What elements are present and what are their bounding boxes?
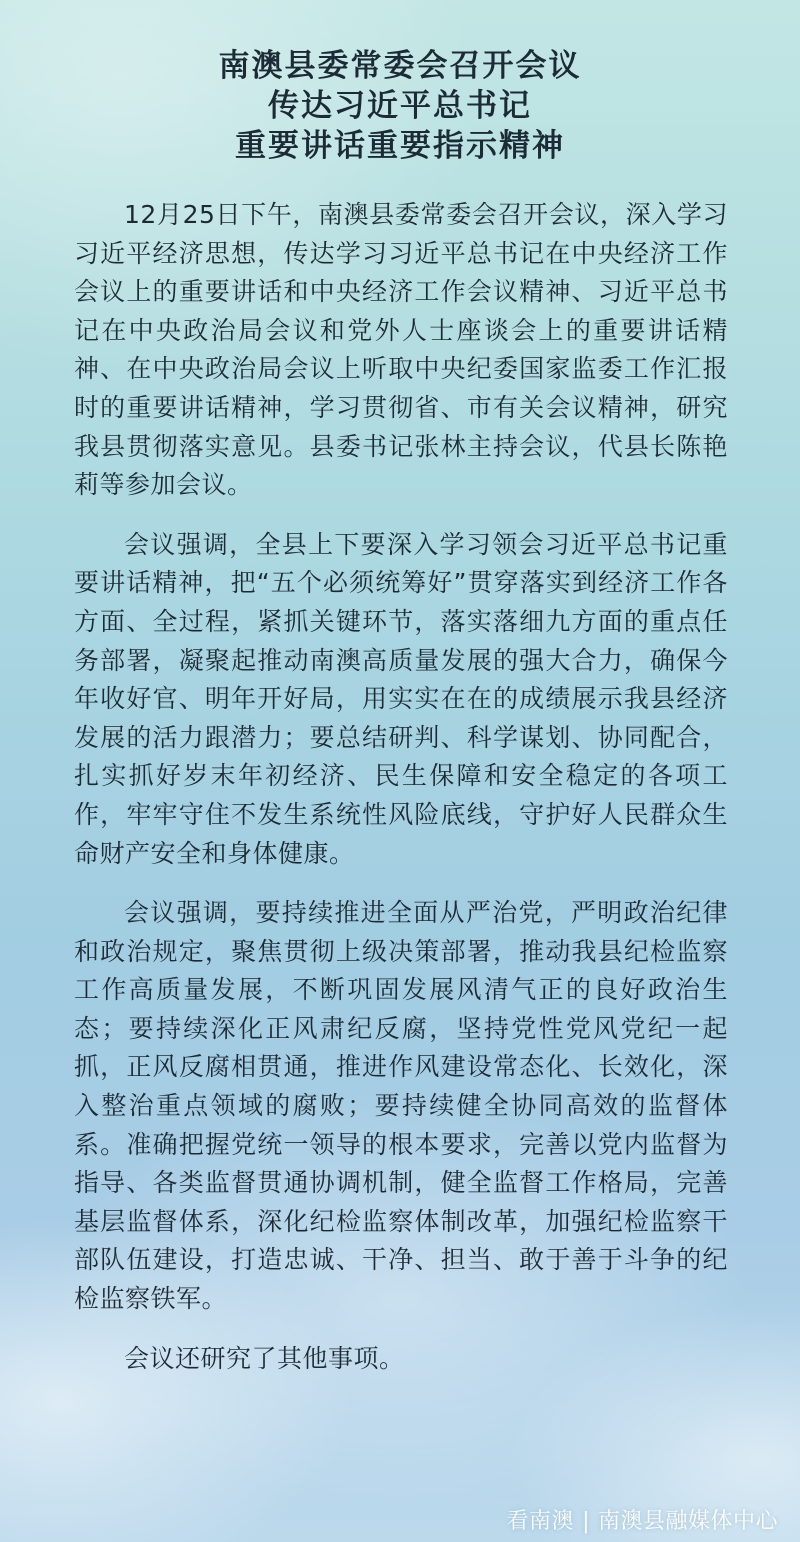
source-credit [507,1508,778,1536]
credit-separator: | [582,1509,590,1534]
paragraph-3: 会议强调，要持续推进全面从严治党，严明政治纪律和政治规定，聚焦贯彻上级决策部署，推动我县纪检监察工作高质量发展，不断巩固发展风清气正的良好政治生态；要持续深化正风肃纪反腐，坚持党性党风党纪一起抓，正风反腐相贯通，推进作风建设常态化、长效化，深入整治重点领域的腐败；要持续健全协同高效的监督体系。准确把握党统一领导的根本要求，完善以党内监督为指导、各类监督贯通协调机制，健全监督工作格局，完善基层监督体系，深化纪检监察体制改革，加强纪检监察干部队伍建设，打造忠诚、干净、担当、敢于善于斗争的纪检监察铁军。 [74,898,728,1314]
title-line-2: 传达习近平总书记 [268,88,532,124]
article-title [0,46,800,166]
organization-name: 南澳县融媒体中心 [597,1509,778,1534]
source-name: 看南澳 [506,1509,575,1534]
paragraph-2: 会议强调，全县上下要深入学习领会习近平总书记重要讲话精神，把“五个必须统筹好”贯穿落实到经济工作各方面、全过程，紧抓关键环节，落实落细九方面的重点任务部署，凝聚起推动南澳高质量发展的强大合力，确保今年收好官、明年开好局，用实实在在的成绩展示我县经济发展的活力跟潜力；要总结研判、科学谋划、协同配合，扎实抓好岁末年初经济、民生保障和安全稳定的各项工作，牢牢守住不发生系统性风险底线，守护好人民群众生命财产安全和身体健康。 [74,529,728,868]
article-body [74,196,728,1399]
title-line-3: 重要讲话重要指示精神 [235,128,565,164]
paragraph-1: 12月25日下午，南澳县委常委会召开会议，深入学习习近平经济思想，传达学习习近平总书记在中央经济工作会议上的重要讲话和中央经济工作会议精神、习近平总书记在中央政治局会议和党外人士座谈会上的重要讲话精神、在中央政治局会议上听取中央纪委国家监委工作汇报时的重要讲话精神，学习贯彻省、市有关会议精神，研究我县贯彻落实意见。县委书记张林主持会议，代县长陈艳莉等参加会议。 [74,200,728,500]
paragraph-4: 会议还研究了其他事项。 [124,1343,405,1373]
title-line-1: 南澳县委常委会召开会议 [218,48,582,84]
